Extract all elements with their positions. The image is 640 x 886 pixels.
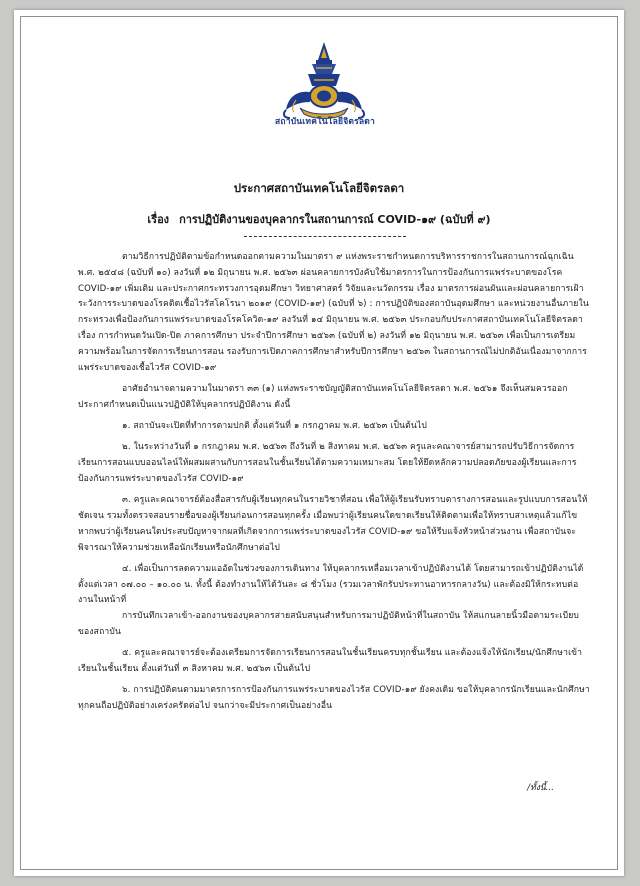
title-divider [244,236,406,237]
continuation-note: /ทั้งนี้... [527,783,554,793]
institute-emblem-icon [272,40,376,148]
paragraph-authority: อาศัยอำนาจตามความในมาตรา ๓๓ (๑) แห่งพระราชบัญญัติสถาบันเทคโนโลยีจิตรลดา พ.ศ. ๒๕๖๑ จึงเห็นสมควรออกประกาศกำหนดเป็นแนวปฏิบัติให้บุคลากรปฏิบัติงาน ดังนี้ [78,383,568,410]
paragraph-item-6: ๖. การปฏิบัติตนตามมาตรการการป้องกันการแพร่ระบาดของไวรัส COVID-๑๙ ยังคงเดิม ขอให้บุคลากรนักเรียนและนักศึกษาทุกคนถือปฏิบัติอย่างเคร่งครัดต่อไป จนกว่าจะมีประกาศเป็นอย่างอื่น [78,685,590,712]
subject-label: เรื่อง [147,213,170,226]
paragraph-item-5: ๕. ครูและคณาจารย์จะต้องเตรียมการจัดการเรียนการสอนในชั้นเรียนครบทุกชั้นเรียน และต้องแจ้งให้นักเรียน/นักศึกษาเข้าเรียนในชั้นเรียน ตั้งแต่วันที่ ๓ สิงหาคม พ.ศ. ๒๕๖๓ เป็นต้นไป [78,648,583,675]
emblem-caption: สถาบันเทคโนโลยีจิตรลดา [274,117,375,127]
announcement-subject [14,210,624,228]
paragraph-item-2: ๒. ในระหว่างวันที่ ๑ กรกฎาคม พ.ศ. ๒๕๖๓ ถึงวันที่ ๒ สิงหาคม พ.ศ. ๒๕๖๓ ครูและคณาจารย์สามารถปรับวิธีการจัดการเรียนการสอนแบบออนไลน์ให้ผสมผสานกับการสอนในชั้นเรียนได้ตามความเหมาะสม โดยให้ยึดหลักความปลอดภัยของผู้เรียนและการป้องกันการแพร่ระบาดของไวรัส COVID-๑๙ [78,442,577,484]
paragraph-preamble: ตามวิธีการปฏิบัติตามข้อกำหนดออกตามความในมาตรา ๙ แห่งพระราชกำหนดการบริหารราชการในสถานการณ์ฉุกเฉิน พ.ศ. ๒๕๔๘ (ฉบับที่ ๑๐) ลงวันที่ ๑๒ มิถุนายน พ.ศ. ๒๕๖๓ ผ่อนคลายการบังคับใช้มาตรการในการป้องกันการแพร่ระบาดของโรค COVID-๑๙ เพิ่มเติม และประกาศกระทรวงการอุดมศึกษา วิทยาศาสตร์ วิจัยและนวัตกรรม เรื่อง มาตรการผ่อนผันและผ่อนคลายการเฝ้าระวังการระบาดของโรคติดเชื้อไวรัสโคโรนา ๒๐๑๙ (COVID-๑๙) (ฉบับที่ ๖) : การปฏิบัติของสถาบันอุดมศึกษา และหน่วยงานอื่นภายในกระทรวงเพื่อป้องกันการแพร่ระบาดของโรคโควิด-๑๙ ลงวันที่ ๑๔ มิถุนายน พ.ศ. ๒๕๖๓ ประกอบกับประกาศสถาบันเทคโนโลยีจิตรลดา เรื่อง การกำหนดวันเปิด-ปิด ภาคการศึกษา ประจำปีการศึกษา ๒๕๖๓ (ฉบับที่ ๒) ลงวันที่ ๑๒ มิถุนายน พ.ศ. ๒๕๖๓ เพื่อเป็นการเตรียมความพร้อมในการจัดการเรียนการสอน รองรับการเปิดภาคการศึกษาสำหรับปีการศึกษา ๒๕๖๓ ในสถานการณ์ไม่ปกติอันเนื่องมาจากการแพร่ระบาดของเชื้อไวรัส COVID-๑๙ [78,252,589,373]
paragraph-item-4: ๔. เพื่อเป็นการลดความแออัดในช่วงของการเดินทาง ให้บุคลากรเหลื่อมเวลาเข้าปฏิบัติงานได้ โดยสามารถเข้าปฏิบัติงานได้ตั้งแต่เวลา ๐๗.๐๐ – ๑๐.๐๐ น. ทั้งนี้ ต้องทำงานให้ได้วันละ ๘ ชั่วโมง (รวมเวลาพักรับประทานอาหารกลางวัน) และต้องมิให้กระทบต่องานในหน้าที่ [78,563,584,606]
document-page [14,10,624,876]
subject-text: การปฏิบัติงานของบุคลากรในสถานการณ์ COVID-๑๙ (ฉบับที่ ๙) [179,213,491,226]
announcement-title: ประกาศสถาบันเทคโนโลยีจิตรลดา [233,181,405,195]
paragraph-item-4-note: การบันทึกเวลาเข้า-ออกงานของบุคลากรสายสนับสนุนสำหรับการมาปฏิบัติหน้าที่ในสถาบัน ให้สแกนลายนิ้วมือตามระเบียบของสถาบัน [78,611,579,638]
announcement-body [78,250,592,721]
paragraph-item-3: ๓. ครูและคณาจารย์ต้องสื่อสารกับผู้เรียนทุกคนในรายวิชาที่สอน เพื่อให้ผู้เรียนรับทราบตารางการสอนและรูปแบบการสอนให้ชัดเจน รวมทั้งตรวจสอบรายชื่อของผู้เรียนก่อนการสอนทุกครั้ง เมื่อพบว่าผู้เรียนคนใดขาดเรียนให้ติดตามเพื่อให้ทราบสาเหตุแล้วแก้ไข หากพบว่าผู้เรียนคนใดประสบปัญหาจากผลที่เกิดจากการแพร่ระบาดของไวรัส COVID-๑๙ ขอให้รีบแจ้งหัวหน้าส่วนงาน เพื่อสถาบันจะพิจารณาให้ความช่วยเหลือนักเรียนหรือนักศึกษาต่อไป [78,495,588,553]
paragraph-item-1: ๑. สถาบันจะเปิดที่ทำการตามปกติ ตั้งแต่วันที่ ๑ กรกฎาคม พ.ศ. ๒๕๖๓ เป็นต้นไป [122,420,427,431]
